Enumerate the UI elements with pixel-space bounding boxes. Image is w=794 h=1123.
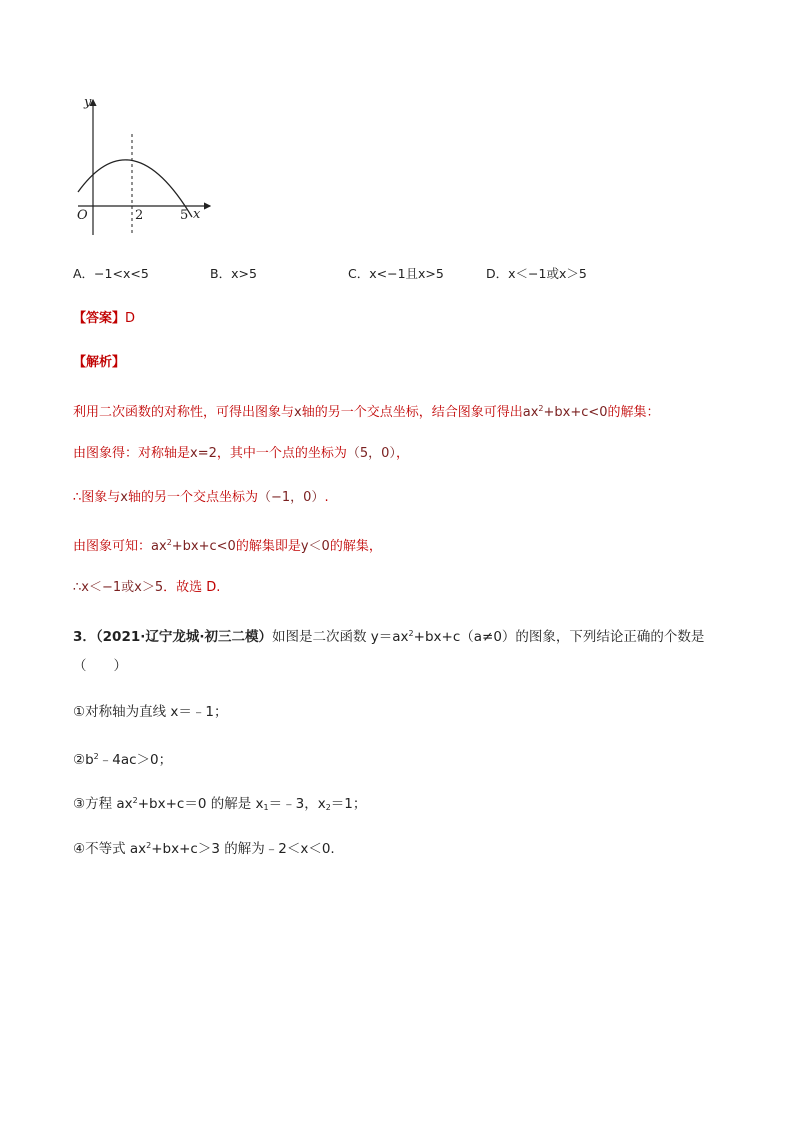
statement-1: ①对称轴为直线 x＝﹣1； bbox=[73, 704, 228, 720]
x-axis-label: x bbox=[193, 207, 201, 222]
y-axis-label: y bbox=[84, 95, 92, 110]
analysis-text: 利用二次函数的对称性，可得出图象与 bbox=[73, 405, 295, 420]
question-3-paren: （ ） bbox=[73, 658, 127, 674]
option-d: D．x＜−1或x＞5 bbox=[486, 266, 587, 281]
statement-exponent: 2 bbox=[146, 841, 152, 850]
analysis-text: 由图象得：对称轴是 bbox=[73, 446, 191, 461]
statement-text: ④不等式 ax bbox=[73, 841, 147, 857]
statement-text: ③方程 ax bbox=[73, 796, 133, 812]
statement-text: ②b bbox=[73, 752, 94, 768]
parabola-graph bbox=[60, 92, 220, 242]
tick-label-2: 2 bbox=[135, 208, 144, 223]
analysis-text: 的解集即是 bbox=[235, 539, 301, 554]
analysis-formula: x=2 bbox=[190, 446, 217, 461]
statement-text: ＝﹣3，x bbox=[268, 796, 326, 812]
analysis-formula: ∴x＜−1或x＞5 bbox=[73, 580, 164, 595]
question-text: +bx+c（a≠0）的图象，下列结论正确的个数是 bbox=[413, 629, 705, 645]
statement-exponent: 2 bbox=[132, 796, 138, 805]
analysis-formula: y＜0 bbox=[300, 539, 330, 554]
answer-tag: 【答案】 bbox=[73, 311, 126, 326]
analysis-text: ．故选 D. bbox=[163, 580, 221, 595]
analysis-formula: +bx+c<0 bbox=[543, 405, 608, 420]
statement-exponent: 2 bbox=[93, 752, 99, 761]
analysis-text: ， bbox=[395, 446, 409, 461]
question-number: 3． bbox=[73, 629, 96, 645]
analysis-exponent: 2 bbox=[166, 538, 172, 547]
question-source: （2021·辽宁龙城·初三二模） bbox=[95, 629, 272, 645]
analysis-text: ∴图象与 bbox=[73, 490, 121, 505]
question-exponent: 2 bbox=[408, 629, 414, 638]
origin-label: O bbox=[77, 208, 88, 223]
analysis-text: 轴的另一个交点坐标，结合图象可得出 bbox=[301, 405, 523, 420]
analysis-tag: 【解析】 bbox=[73, 355, 126, 370]
analysis-line-1 bbox=[73, 400, 660, 422]
analysis-text: 由图象可知： bbox=[73, 539, 152, 554]
analysis-formula: ax bbox=[522, 405, 539, 420]
statement-subscript: 1 bbox=[263, 803, 269, 812]
analysis-point: （−1，0） bbox=[258, 490, 325, 505]
statement-text: +bx+c＝0 的解是 x bbox=[137, 796, 264, 812]
option-c: C．x<−1且x>5 bbox=[348, 266, 444, 281]
statement-2 bbox=[73, 748, 172, 769]
analysis-text: 的解集， bbox=[329, 539, 382, 554]
analysis-var: x bbox=[120, 490, 128, 505]
tick-label-5: 5 bbox=[180, 208, 189, 223]
analysis-text: ，其中一个点的坐标为 bbox=[216, 446, 347, 461]
analysis-point: （5，0） bbox=[346, 446, 396, 461]
option-b: B．x>5 bbox=[210, 266, 257, 281]
analysis-line-5 bbox=[73, 579, 220, 597]
question-text: 如图是二次函数 y＝ax bbox=[272, 629, 409, 645]
analysis-text: 的解集： bbox=[607, 405, 660, 420]
statement-3 bbox=[73, 792, 366, 817]
answer-line bbox=[73, 310, 135, 328]
analysis-formula: ax bbox=[151, 539, 167, 554]
option-a: A．−1<x<5 bbox=[73, 266, 149, 281]
statement-text: +bx+c＞3 的解为﹣2＜x＜0. bbox=[151, 841, 335, 857]
statement-text: ＝1； bbox=[330, 796, 367, 812]
answer-value: D bbox=[125, 311, 136, 326]
statement-subscript: 2 bbox=[325, 803, 331, 812]
statement-4 bbox=[73, 837, 335, 858]
analysis-var: x bbox=[294, 405, 302, 420]
analysis-exponent: 2 bbox=[538, 404, 544, 413]
analysis-text: . bbox=[324, 490, 329, 505]
analysis-formula: +bx+c<0 bbox=[171, 539, 236, 554]
analysis-line-3 bbox=[73, 489, 329, 507]
statement-text: ﹣4ac＞0； bbox=[98, 752, 173, 768]
question-3-stem bbox=[73, 625, 704, 646]
analysis-line-4 bbox=[73, 534, 382, 556]
analysis-line-2 bbox=[73, 445, 409, 463]
analysis-text: 轴的另一个交点坐标为 bbox=[127, 490, 258, 505]
